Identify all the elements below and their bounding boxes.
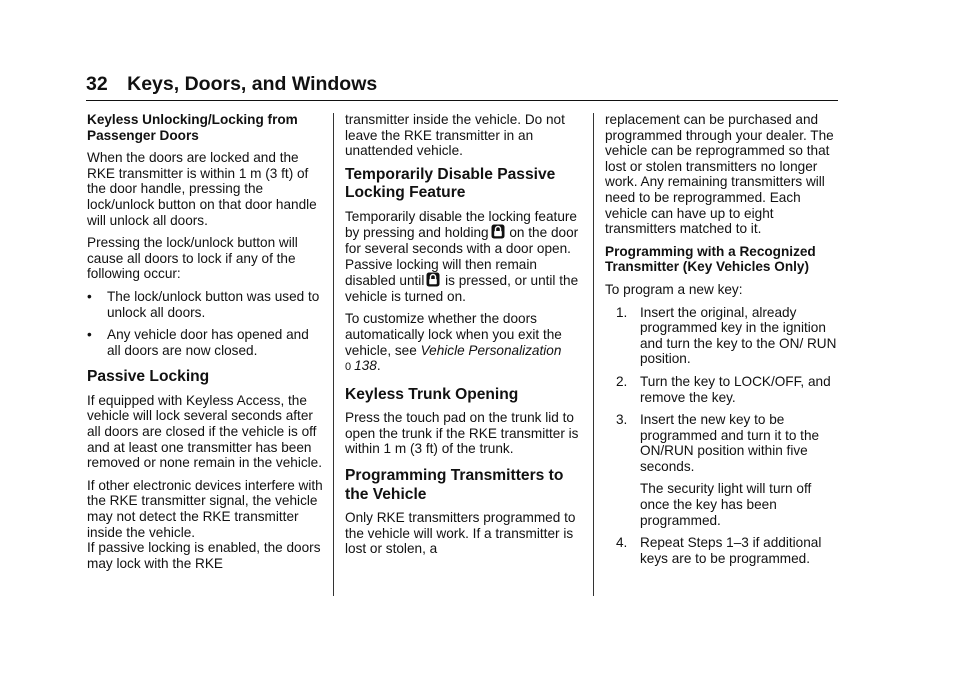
paragraph: Only RKE transmitters programmed to the vehicle will work. If a transmitter is lost or stolen, a: [345, 510, 576, 557]
step-number: 3.: [616, 412, 628, 428]
paragraph: Press the touch pad on the trunk lid to open the trunk if the RKE transmitter is within 1 m (3 ft) of the trunk.: [345, 410, 579, 457]
column-divider-1: [333, 113, 334, 596]
paragraph-text: To customize whether the doors automatically lock when you exit the vehicle, see: [345, 311, 562, 358]
step-item: [605, 535, 841, 566]
paragraph-text: Temporarily disable the locking feature by pressing and holding: [345, 208, 577, 241]
header-rule: [86, 100, 838, 101]
bullet-mark: •: [87, 327, 92, 343]
step-text: Insert the original, already programmed key in the ignition and turn the key to the ON/ RUN position.: [640, 304, 837, 367]
step-number: 4.: [616, 535, 628, 551]
column-2: [345, 112, 581, 564]
column-3: [605, 112, 841, 573]
step-number: 2.: [616, 373, 628, 389]
list-item: [87, 327, 323, 358]
paragraph: transmitter inside the vehicle. Do not leave the RKE transmitter in an unattended vehicle.: [345, 112, 565, 159]
subhead-recognized-transmitter: Programming with a Recognized Transmitter (Key Vehicles Only): [605, 243, 816, 275]
cross-reference-title[interactable]: Vehicle Personalization: [420, 342, 562, 358]
page-header: [86, 72, 838, 96]
list-item: [87, 289, 323, 320]
section-title: Keys, Doors, and Windows: [127, 73, 378, 95]
step-text: Insert the new key to be programmed and turn it to the ON/RUN position within five seconds.: [640, 412, 820, 474]
paragraph-text: is pressed, or until the vehicle is turned on.: [345, 273, 579, 304]
step-text: Repeat Steps 1–3 if additional keys are to be programmed.: [640, 535, 822, 566]
heading-keyless-trunk: Keyless Trunk Opening: [345, 385, 519, 403]
paragraph: [345, 311, 581, 375]
page-reference-icon: 0: [345, 361, 352, 374]
bullet-mark: •: [87, 288, 92, 304]
column-1: [87, 112, 323, 578]
step-item: [605, 374, 841, 405]
step-number: 1.: [616, 304, 628, 320]
subhead-keyless-unlocking: Keyless Unlocking/Locking from Passenger Doors: [87, 112, 298, 143]
step-item: [605, 412, 841, 474]
punctuation: .: [376, 358, 381, 374]
page-number: 32: [86, 73, 108, 95]
heading-temporarily-disable: Temporarily Disable Passive Locking Feature: [345, 165, 556, 202]
list-item-text: Any vehicle door has opened and all doors are now closed.: [107, 327, 309, 358]
column-divider-2: [593, 113, 594, 596]
heading-programming-transmitters: Programming Transmitters to the Vehicle: [345, 467, 564, 503]
cross-reference-page[interactable]: 138: [354, 358, 377, 374]
paragraph-text: on the door for several seconds with a door open. Passive locking will then remain disabled until: [345, 225, 579, 289]
paragraph: Pressing the lock/unlock button will cause all doors to lock if any of the following occur:: [87, 235, 298, 282]
step-item: [605, 305, 841, 367]
step-text: Turn the key to LOCK/OFF, and remove the key.: [640, 373, 831, 405]
step-note: The security light will turn off once the key has been programmed.: [640, 481, 812, 528]
paragraph: [87, 478, 323, 572]
lock-button-icon: [426, 272, 440, 287]
paragraph: If equipped with Keyless Access, the vehicle will lock several seconds after all doors are closed if the vehicle is off and at least one transmitter has been removed or none remain in the vehicle.: [87, 392, 322, 471]
paragraph-text: If other electronic devices interfere with the RKE transmitter signal, the vehicle may not detect the RKE transmitter inside the vehicle.: [87, 477, 323, 540]
paragraph: To program a new key:: [605, 281, 743, 297]
heading-passive-locking: Passive Locking: [87, 368, 210, 386]
lock-button-icon: [491, 224, 505, 239]
paragraph: [345, 209, 581, 305]
paragraph-text: If passive locking is enabled, the doors may lock with the RKE: [87, 540, 321, 571]
list-item-text: The lock/unlock button was used to unlock all doors.: [107, 288, 320, 320]
paragraph: replacement can be purchased and programmed through your dealer. The vehicle can be reprogrammed so that lost or stolen transmitters no longer work. Any remaining transmitters will need to be reprogrammed. Each vehicle can have up to eight transmitters matched to it.: [605, 112, 834, 237]
paragraph: When the doors are locked and the RKE transmitter is within 1 m (3 ft) of the door handle, pressing the lock/unlock button on that door handle will unlock all doors.: [87, 150, 317, 228]
